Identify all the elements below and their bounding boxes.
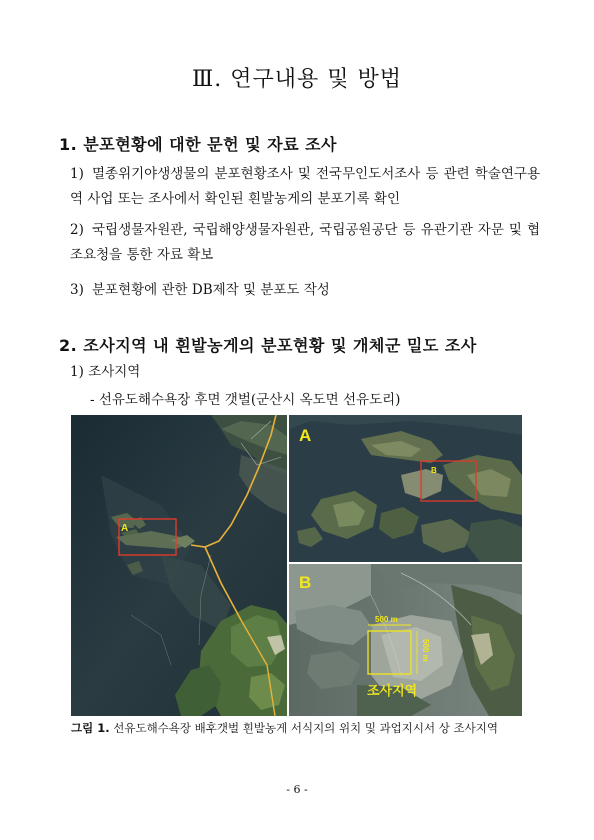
- region-b-label: B: [431, 466, 437, 475]
- panel-a-label: A: [299, 426, 312, 445]
- section-2-heading: 2. 조사지역 내 흰발농게의 분포현황 및 개체군 밀도 조사: [59, 336, 477, 355]
- width-dimension-label: 500 m: [375, 615, 398, 624]
- item-number: 3): [70, 282, 84, 298]
- section-1-item-1: [70, 162, 540, 212]
- detail-map-a: [289, 415, 522, 563]
- section-1-item-3: [70, 278, 540, 303]
- item-number: 1): [70, 166, 84, 182]
- item-number: 2): [70, 222, 84, 238]
- figure-caption: [71, 720, 531, 736]
- section-1-heading: 1. 분포현황에 대한 문헌 및 자료 조사: [59, 135, 338, 154]
- item-text: 멸종위기야생생물의 분포현황조사 및 전국무인도서조사 등 관련 학술연구용역 사업 또는 조사에서 확인된 흰발농게의 분포기록 확인: [70, 166, 540, 207]
- page-title: Ⅲ. 연구내용 및 방법: [192, 67, 402, 92]
- detail-map-b: [289, 564, 522, 716]
- section-1-item-2: [70, 218, 540, 268]
- caption-label: 그림 1.: [71, 721, 110, 735]
- height-dimension-label: 500 m: [421, 639, 430, 662]
- region-a-label: A: [121, 523, 129, 534]
- page-number: - 6 -: [286, 783, 308, 796]
- item-text: 국립생물자원관, 국립해양생물자원관, 국립공원공단 등 유관기관 자문 및 협조요청을 통한 자료 확보: [70, 222, 540, 263]
- caption-text: 선유도해수욕장 배후갯벌 흰발농게 서식지의 위치 및 과업지시서 상 조사지역: [109, 721, 498, 735]
- section-2-item-1: 1) 조사지역: [70, 364, 141, 380]
- study-area-description: - 선유도해수욕장 후면 갯벌(군산시 옥도면 선유도리): [90, 392, 401, 408]
- overview-map: [71, 415, 288, 716]
- item-text: 분포현황에 관한 DB제작 및 분포도 작성: [92, 282, 330, 298]
- study-site-label: 조사지역: [367, 684, 418, 699]
- panel-b-label: B: [299, 573, 312, 592]
- study-area-figure: [71, 415, 522, 716]
